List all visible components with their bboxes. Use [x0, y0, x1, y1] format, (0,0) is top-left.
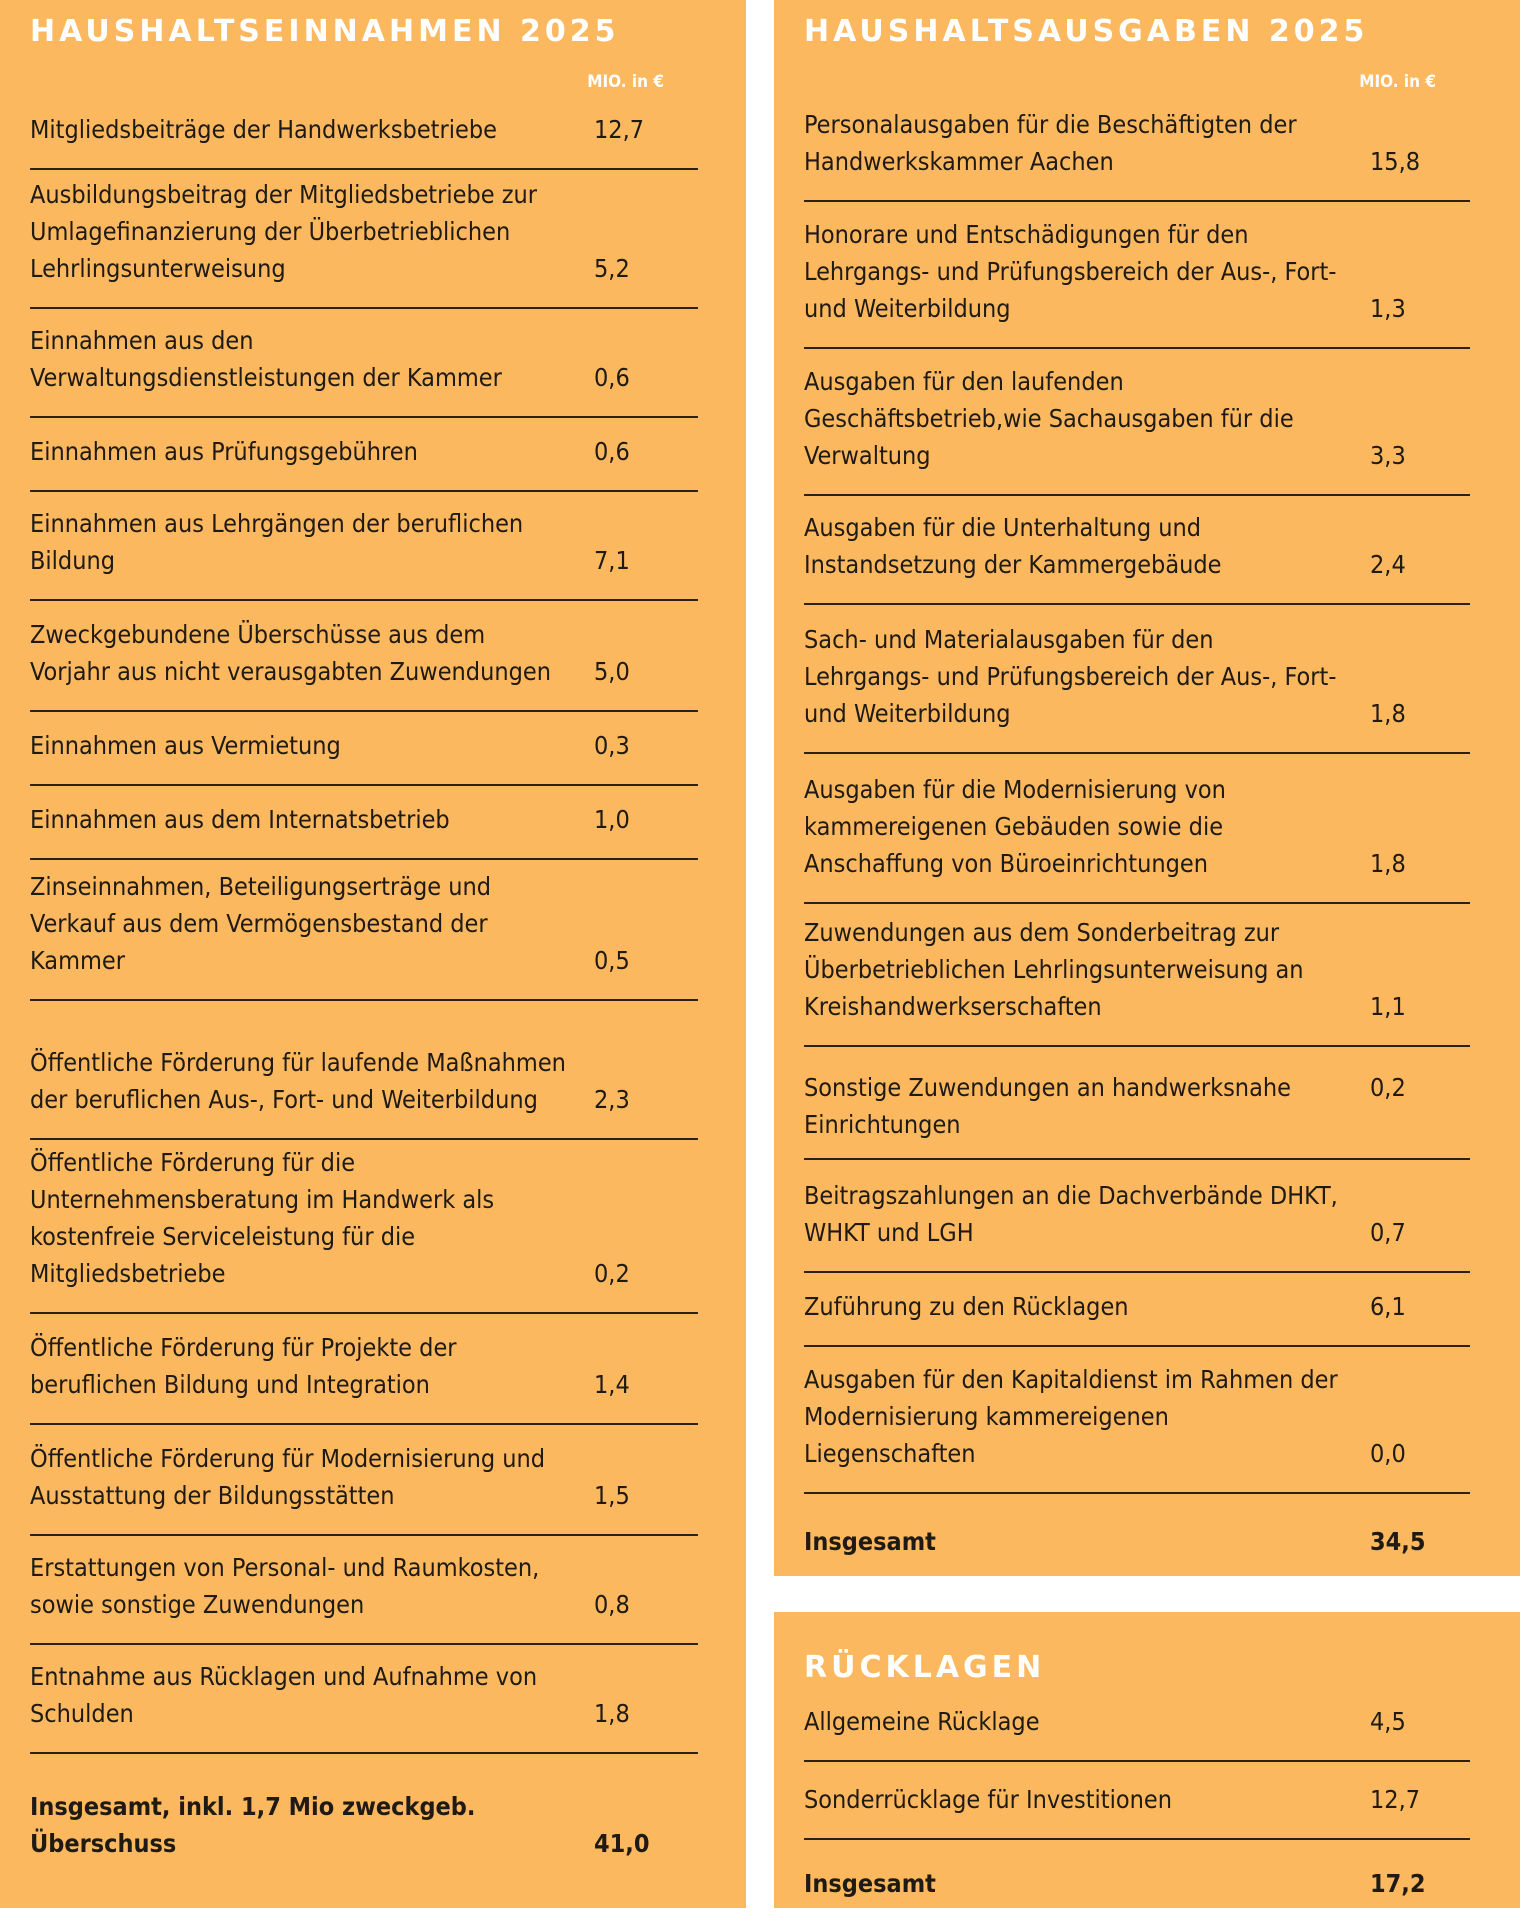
income-title: HAUSHALTSEINNAHMEN 2025 [30, 14, 620, 49]
income-row-value: 1,8 [594, 1699, 630, 1728]
expense-row-value: 3,3 [1370, 441, 1406, 470]
income-row-label: Zinseinnahmen, Beteiligungserträge und Verkauf aus dem Vermögensbestand der Kammer [30, 872, 492, 975]
income-row [30, 1330, 698, 1425]
income-row [30, 1552, 698, 1645]
expenses-table [804, 108, 1470, 1576]
income-row-value: 7,1 [594, 546, 630, 575]
income-row [30, 617, 698, 712]
income-row-label: Einnahmen aus Prüfungsgebühren [30, 437, 418, 466]
income-row-label: Einnahmen aus dem Internatsbetrieb [30, 805, 450, 834]
reserves-panel [774, 1612, 1520, 1908]
income-row-value: 0,5 [594, 946, 630, 975]
expense-row-label: Ausgaben für den Kapitaldienst im Rahmen der Modernisierung kammereigenen Liegenschaften [804, 1365, 1338, 1468]
reserves-total-value: 17,2 [1370, 1869, 1426, 1898]
reserve-row-value: 12,7 [1370, 1785, 1421, 1814]
reserve-row-label: Sonderrücklage für Investitionen [804, 1785, 1172, 1814]
reserves-total-row [804, 1856, 1470, 1902]
income-unit-label: MIO. in € [587, 72, 664, 92]
income-row-value: 1,4 [594, 1370, 630, 1399]
expense-row-label: Ausgaben für den laufenden Geschäftsbetrieb,wie Sachausgaben für die Verwaltung [804, 367, 1294, 470]
expense-row-label: Beitragszahlungen an die Dachverbände DHKT, WHKT und LGH [804, 1181, 1338, 1247]
reserve-row [804, 1778, 1470, 1840]
expense-row-value: 1,8 [1370, 699, 1406, 728]
expense-row [804, 218, 1470, 349]
expense-row-value: 1,1 [1370, 992, 1406, 1021]
expense-row [804, 1363, 1470, 1494]
income-row [30, 728, 698, 786]
income-row-label: Einnahmen aus den Verwaltungsdienstleistungen der Kammer [30, 326, 502, 392]
income-row-value: 2,3 [594, 1085, 630, 1114]
income-row-label: Entnahme aus Rücklagen und Aufnahme von Schulden [30, 1662, 538, 1728]
expense-row-value: 6,1 [1370, 1292, 1406, 1321]
expenses-title: HAUSHALTSAUSGABEN 2025 [804, 14, 1369, 49]
reserves-total-label: Insgesamt [804, 1869, 936, 1898]
expense-row [804, 920, 1470, 1047]
reserve-row-value: 4,5 [1370, 1707, 1406, 1736]
expenses-total-row [804, 1510, 1470, 1560]
income-total-value: 41,0 [594, 1829, 650, 1858]
expense-row-label: Zuwendungen aus dem Sonderbeitrag zur Überbetrieblichen Lehrlingsunterweisung an Kreishandwerkserschaften [804, 918, 1304, 1021]
expense-row-label: Ausgaben für die Unterhaltung und Instandsetzung der Kammergebäude [804, 513, 1222, 579]
reserves-table [804, 1704, 1470, 1918]
income-row [30, 180, 698, 309]
expense-row [804, 365, 1470, 496]
income-row-label: Mitgliedsbeiträge der Handwerksbetriebe [30, 115, 497, 144]
expenses-unit-label: MIO. in € [1359, 72, 1436, 92]
expense-row-label: Sach- und Materialausgaben für den Lehrgangs- und Prüfungsbereich der Aus-, Fort- und Weiterbildung [804, 625, 1337, 728]
reserve-row-label: Allgemeine Rücklage [804, 1707, 1040, 1736]
income-row [30, 872, 698, 1001]
income-panel [0, 0, 746, 1908]
income-row-label: Öffentliche Förderung für Projekte der beruflichen Bildung und Integration [30, 1333, 457, 1399]
expense-row-label: Personalausgaben für die Beschäftigten der Handwerkskammer Aachen [804, 110, 1297, 176]
expense-row [804, 621, 1470, 754]
income-row [30, 1661, 698, 1754]
reserve-row [804, 1704, 1470, 1762]
income-row [30, 1148, 698, 1314]
expenses-total-label: Insgesamt [804, 1527, 936, 1556]
income-row-value: 0,3 [594, 731, 630, 760]
income-row-label: Ausbildungsbeitrag der Mitgliedsbetriebe zur Umlagefinanzierung der Überbetrieblichen Lehrlingsunterweisung [30, 180, 538, 283]
income-table [30, 108, 698, 1878]
expense-row [804, 1063, 1470, 1160]
expense-row-value: 2,4 [1370, 550, 1406, 579]
income-row-label: Erstattungen von Personal- und Raumkosten, sowie sonstige Zuwendungen [30, 1553, 540, 1619]
income-total-row [30, 1770, 698, 1862]
expense-row [804, 108, 1470, 202]
expense-row [804, 1289, 1470, 1347]
income-row-label: Einnahmen aus Lehrgängen der beruflichen Bildung [30, 509, 524, 575]
income-row-value: 1,5 [594, 1481, 630, 1510]
income-row [30, 325, 698, 418]
expense-row-value: 15,8 [1370, 147, 1421, 176]
income-row-value: 1,0 [594, 805, 630, 834]
expense-row [804, 1176, 1470, 1273]
expense-row-value: 0,7 [1370, 1218, 1406, 1247]
income-row-label: Zweckgebundene Überschüsse aus dem Vorjahr aus nicht verausgabten Zuwendungen [30, 620, 551, 686]
expense-row [804, 770, 1470, 904]
income-row-value: 5,0 [594, 657, 630, 686]
income-row-value: 0,2 [594, 1259, 630, 1288]
expense-row-label: Sonstige Zuwendungen an handwerksnahe Einrichtungen [804, 1073, 1291, 1139]
expenses-panel [774, 0, 1520, 1576]
reserves-title: RÜCKLAGEN [804, 1650, 1046, 1685]
income-row [30, 1441, 698, 1536]
expense-row [804, 512, 1470, 605]
expense-row-label: Zuführung zu den Rücklagen [804, 1292, 1129, 1321]
income-row-value: 0,6 [594, 363, 630, 392]
income-row-label: Einnahmen aus Vermietung [30, 731, 341, 760]
income-row [30, 434, 698, 492]
income-row-label: Öffentliche Förderung für Modernisierung und Ausstattung der Bildungsstätten [30, 1444, 546, 1510]
expenses-total-value: 34,5 [1370, 1527, 1426, 1556]
expense-row-value: 1,8 [1370, 849, 1406, 878]
income-row-value: 5,2 [594, 254, 630, 283]
income-row-value: 0,8 [594, 1590, 630, 1619]
income-row [30, 1017, 698, 1140]
income-row-value: 0,6 [594, 437, 630, 466]
income-row-value: 12,7 [594, 115, 645, 144]
expense-row-value: 1,3 [1370, 294, 1406, 323]
expense-row-value: 0,2 [1370, 1073, 1406, 1102]
income-row-label: Öffentliche Förderung für die Unternehmensberatung im Handwerk als kostenfreie Serviceleistung für die Mitgliedsbetriebe [30, 1148, 495, 1288]
expense-row-label: Ausgaben für die Modernisierung von kammereigenen Gebäuden sowie die Anschaffung von Büroeinrichtungen [804, 775, 1226, 878]
income-row [30, 802, 698, 860]
income-row [30, 108, 698, 170]
expense-row-label: Honorare und Entschädigungen für den Lehrgangs- und Prüfungsbereich der Aus-, Fort- und Weiterbildung [804, 220, 1337, 323]
expense-row-value: 0,0 [1370, 1439, 1406, 1468]
income-total-label: Insgesamt, inkl. 1,7 Mio zweckgeb. Überschuss [30, 1792, 476, 1858]
income-row-label: Öffentliche Förderung für laufende Maßnahmen der beruflichen Aus-, Fort- und Weiterbildung [30, 1048, 566, 1114]
income-row [30, 508, 698, 601]
